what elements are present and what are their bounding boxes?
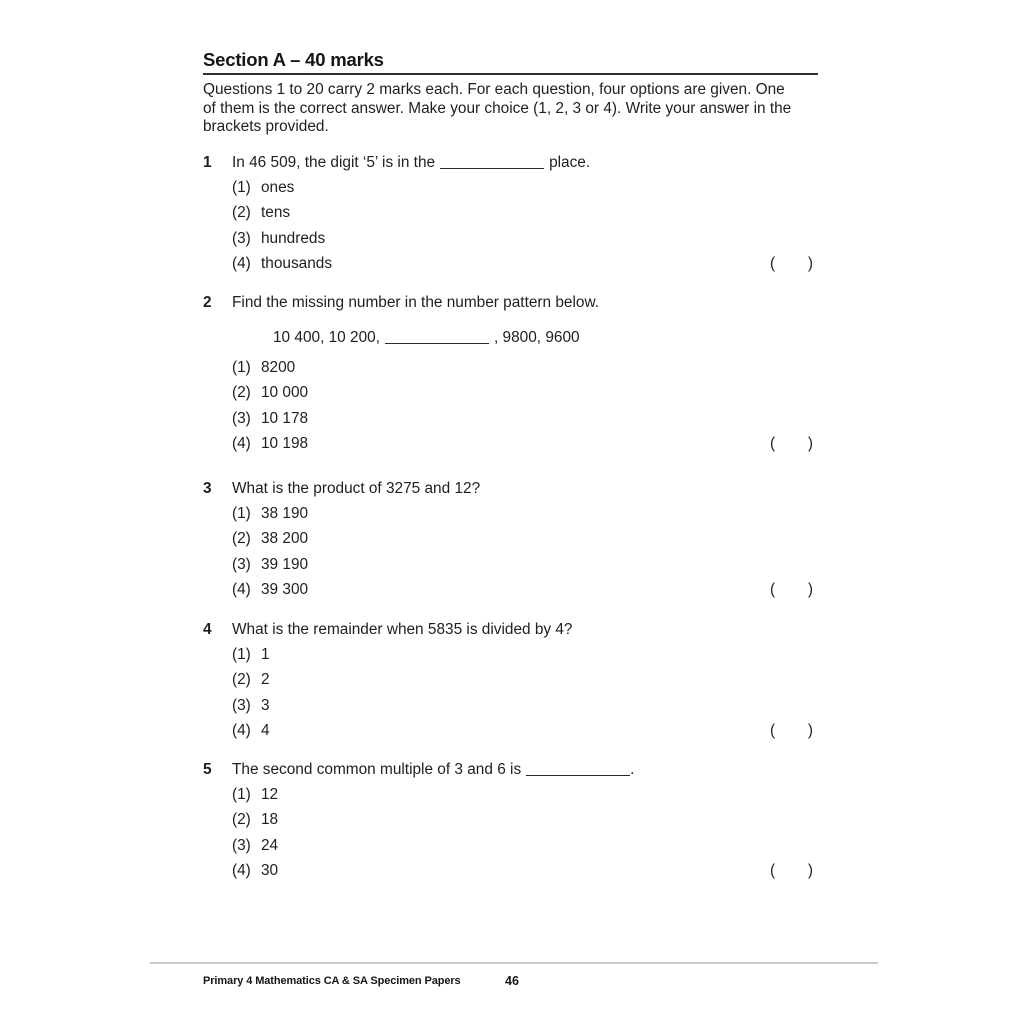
- option-value: 38 200: [261, 530, 309, 548]
- option-value: tens: [261, 204, 291, 222]
- option-value: 10 198: [261, 435, 309, 453]
- answer-brackets: [770, 435, 818, 460]
- question-number: 4: [203, 621, 212, 638]
- option-value: 2: [261, 671, 270, 689]
- answer-blank-line: [440, 168, 544, 169]
- option-row: [232, 697, 818, 722]
- question-text-before: The second common multiple of 3 and 6 is: [232, 761, 522, 778]
- footer-book-title: Primary 4 Mathematics CA & SA Specimen Papers: [203, 975, 461, 987]
- option-value: hundreds: [261, 229, 326, 247]
- option-marker: (2): [232, 811, 251, 829]
- option-value: 10 000: [261, 384, 309, 402]
- question-number: 5: [203, 761, 212, 778]
- close-bracket: ): [807, 722, 813, 740]
- open-bracket: (: [770, 255, 776, 273]
- option-marker: (2): [232, 204, 251, 222]
- option-marker: (3): [232, 696, 251, 714]
- close-bracket: ): [807, 255, 813, 273]
- option-value: 39 190: [261, 555, 309, 573]
- option-value: 4: [261, 722, 270, 740]
- option-row: [232, 530, 818, 555]
- option-value: 3: [261, 696, 270, 714]
- option-marker: (3): [232, 555, 251, 573]
- option-marker: (3): [232, 836, 251, 854]
- option-marker: (1): [232, 179, 251, 196]
- option-marker: (1): [232, 646, 251, 663]
- option-row: [232, 646, 818, 671]
- options-list: [232, 646, 818, 748]
- option-value: 39 300: [261, 581, 309, 599]
- question-text-before: In 46 509, the digit ‘5’ is in the: [232, 154, 436, 171]
- question-text: What is the product of 3275 and 12?: [232, 480, 481, 497]
- question-2: [203, 294, 818, 461]
- question-line: [203, 154, 818, 172]
- option-row: [232, 556, 818, 581]
- option-value: 18: [261, 811, 279, 829]
- option-row: [232, 435, 818, 460]
- answer-brackets: [770, 862, 818, 887]
- answer-brackets: [770, 722, 818, 747]
- instruction-line: brackets provided.: [203, 118, 329, 136]
- options-list: [232, 359, 818, 461]
- option-row: [232, 179, 818, 204]
- question-line: [203, 761, 818, 779]
- option-marker: (4): [232, 722, 251, 740]
- instructions: [203, 81, 818, 137]
- answer-brackets: [770, 255, 818, 280]
- close-bracket: ): [807, 581, 813, 599]
- option-value: 30: [261, 862, 279, 880]
- option-value: 38 190: [261, 505, 309, 522]
- option-value: 24: [261, 836, 279, 854]
- question-text-after: .: [630, 761, 635, 778]
- question-line: [203, 621, 818, 639]
- option-row: [232, 581, 818, 606]
- question-text-after: place.: [549, 154, 591, 171]
- options-list: [232, 179, 818, 281]
- close-bracket: ): [807, 862, 813, 880]
- answer-blank-line: [526, 775, 630, 776]
- option-value: 1: [261, 646, 270, 663]
- option-row: [232, 204, 818, 229]
- open-bracket: (: [770, 581, 776, 599]
- option-row: [232, 384, 818, 409]
- question-text: [232, 154, 818, 172]
- option-value: thousands: [261, 255, 333, 273]
- option-row: [232, 359, 818, 384]
- option-row: [232, 505, 818, 530]
- option-row: [232, 786, 818, 811]
- option-value: 8200: [261, 359, 296, 376]
- option-row: [232, 862, 818, 887]
- answer-brackets: [770, 581, 818, 606]
- instruction-line: Questions 1 to 20 carry 2 marks each. For each question, four options are given. One: [203, 81, 785, 98]
- option-value: 10 178: [261, 409, 309, 427]
- option-marker: (3): [232, 229, 251, 247]
- option-marker: (1): [232, 505, 251, 522]
- option-row: [232, 671, 818, 696]
- pattern-text-before: 10 400, 10 200,: [273, 329, 380, 346]
- option-row: [232, 722, 818, 747]
- option-marker: (1): [232, 359, 251, 376]
- option-row: [232, 230, 818, 255]
- open-bracket: (: [770, 862, 776, 880]
- option-value: 12: [261, 786, 279, 803]
- instruction-line: of them is the correct answer. Make your choice (1, 2, 3 or 4). Write your answer in the: [203, 99, 792, 117]
- question-line: [203, 480, 818, 498]
- question-3: [203, 480, 818, 607]
- close-bracket: ): [807, 435, 813, 453]
- option-row: [232, 837, 818, 862]
- option-marker: (4): [232, 255, 251, 273]
- options-list: [232, 505, 818, 607]
- option-marker: (4): [232, 581, 251, 599]
- footer-divider: [150, 962, 878, 964]
- pattern-text-after: , 9800, 9600: [493, 329, 580, 346]
- question-number: 2: [203, 294, 212, 311]
- answer-blank-line: [385, 343, 489, 344]
- option-row: [232, 255, 818, 280]
- page-header-block: [203, 50, 818, 137]
- open-bracket: (: [770, 435, 776, 453]
- question-4: [203, 621, 818, 748]
- option-marker: (4): [232, 435, 251, 453]
- option-marker: (1): [232, 786, 251, 803]
- option-marker: (2): [232, 530, 251, 548]
- footer-page-number: 46: [505, 974, 519, 988]
- number-pattern-line: [273, 329, 818, 347]
- option-marker: (2): [232, 671, 251, 689]
- option-row: [232, 811, 818, 836]
- options-list: [232, 786, 818, 888]
- question-5: [203, 761, 818, 888]
- question-number: 3: [203, 480, 212, 497]
- question-number: 1: [203, 154, 212, 171]
- option-value: ones: [261, 179, 295, 196]
- question-text: Find the missing number in the number pattern below.: [232, 294, 600, 311]
- question-line: [203, 294, 818, 312]
- open-bracket: (: [770, 722, 776, 740]
- option-row: [232, 410, 818, 435]
- question-1: [203, 154, 818, 281]
- section-heading: Section A – 40 marks: [203, 50, 818, 75]
- option-marker: (3): [232, 409, 251, 427]
- question-text: What is the remainder when 5835 is divided by 4?: [232, 621, 573, 638]
- question-text: [232, 761, 818, 779]
- option-marker: (4): [232, 862, 251, 880]
- option-marker: (2): [232, 384, 251, 402]
